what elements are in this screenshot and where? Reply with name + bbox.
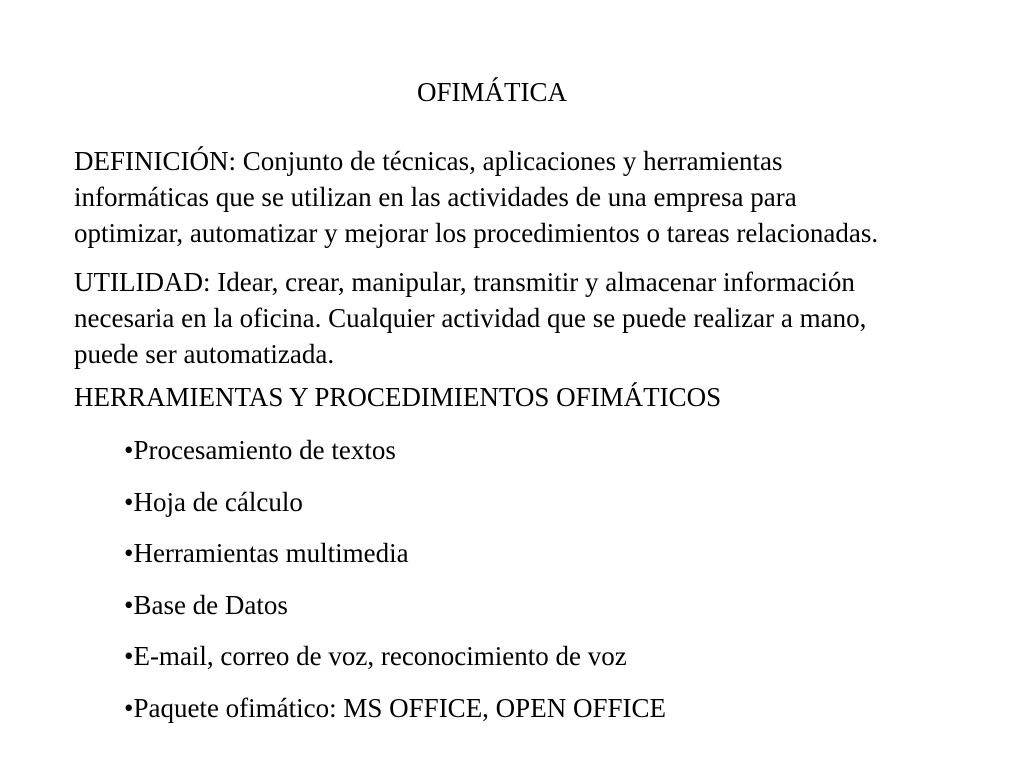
utility-paragraph: [74, 264, 974, 372]
utility-line: necesaria en la oficina. Cualquier actividad que se puede realizar a mano,: [74, 303, 867, 333]
tool-label: Paquete ofimático: MS OFFICE, OPEN OFFICE: [133, 692, 666, 723]
tools-heading: HERRAMIENTAS Y PROCEDIMIENTOS OFIMÁTICOS: [74, 382, 722, 412]
utility-line: UTILIDAD: Idear, crear, manipular, transmitir y almacenar información: [74, 267, 855, 297]
tool-label: E-mail, correo de voz, reconocimiento de voz: [133, 641, 627, 671]
list-item: [124, 690, 666, 742]
tools-list: [124, 432, 666, 741]
definition-paragraph: [74, 143, 974, 251]
bullet-icon: •: [124, 538, 134, 568]
slide-title: OFIMÁTICA: [416, 77, 567, 107]
bullet-icon: •: [124, 486, 134, 517]
definition-line: DEFINICIÓN: Conjunto de técnicas, aplicaciones y herramientas: [74, 146, 783, 176]
list-item: [124, 484, 666, 536]
tool-label: Procesamiento de textos: [133, 435, 396, 465]
list-item: [124, 432, 666, 484]
tool-label: Hoja de cálculo: [133, 486, 303, 517]
bullet-icon: •: [124, 589, 134, 620]
list-item: [124, 638, 666, 690]
list-item: [124, 535, 666, 587]
definition-line: informáticas que se utilizan en las actividades de una empresa para: [74, 182, 797, 212]
tool-label: Herramientas multimedia: [133, 538, 409, 568]
tool-label: Base de Datos: [133, 589, 288, 620]
list-item: [124, 587, 666, 639]
utility-line: puede ser automatizada.: [74, 339, 335, 369]
bullet-icon: •: [124, 692, 134, 723]
definition-line: optimizar, automatizar y mejorar los procedimientos o tareas relacionadas.: [74, 218, 879, 248]
bullet-icon: •: [124, 641, 134, 671]
bullet-icon: •: [124, 435, 134, 465]
